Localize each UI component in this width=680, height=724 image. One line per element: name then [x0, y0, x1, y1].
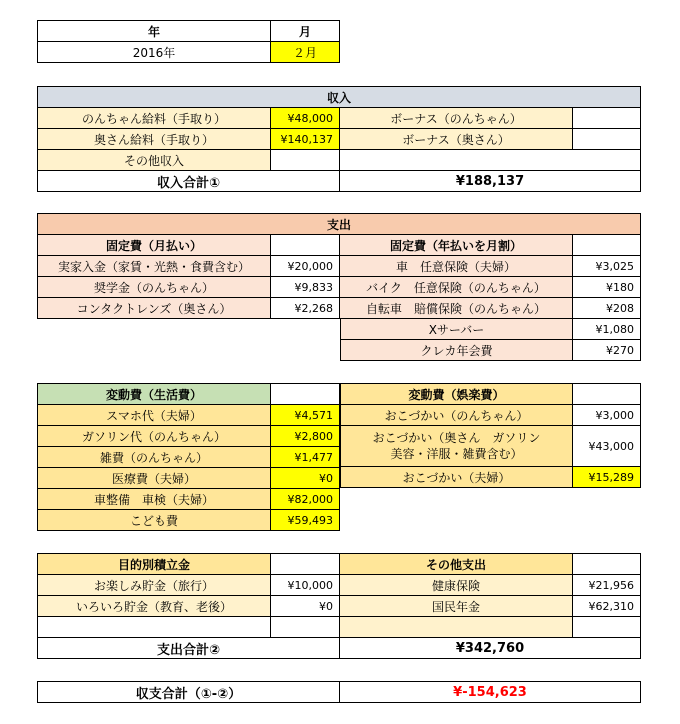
- other-expense-value[interactable]: ¥62,310: [573, 596, 641, 617]
- leisure-value[interactable]: ¥43,000: [573, 426, 641, 467]
- fixed-monthly-header-blank: [271, 235, 340, 256]
- living-value[interactable]: ¥1,477: [271, 447, 340, 468]
- leisure-label-line2: 美容・洋服・雑費含む）: [390, 447, 523, 461]
- fixed-monthly-header: 固定費（月払い）: [38, 235, 271, 256]
- other-expense-header-blank: [573, 554, 641, 575]
- balance-table: [37, 681, 641, 703]
- living-label: 雑費（のんちゃん）: [38, 447, 271, 468]
- year-label: 年: [38, 21, 271, 42]
- savings-header: 目的別積立金: [38, 554, 271, 575]
- fixed-yearly-extra-table: [340, 318, 641, 361]
- balance-label: 収支合計（①-②）: [38, 682, 340, 703]
- living-label: 車整備 車検（夫婦）: [38, 489, 271, 510]
- expense-total-value: ¥342,760: [340, 638, 641, 659]
- other-expense-value[interactable]: ¥21,956: [573, 575, 641, 596]
- leisure-label: おこづかい（のんちゃん）: [341, 405, 573, 426]
- fixed-monthly-value[interactable]: ¥2,268: [271, 298, 340, 319]
- leisure-value[interactable]: ¥15,289: [573, 467, 641, 488]
- fixed-yearly-value[interactable]: ¥1,080: [573, 319, 641, 340]
- income-row-value[interactable]: ¥48,000: [271, 108, 340, 129]
- income-row-value[interactable]: ¥140,137: [271, 129, 340, 150]
- income-total-value: ¥188,137: [340, 171, 641, 192]
- income-row-value2[interactable]: [573, 108, 641, 129]
- expense-title: 支出: [38, 214, 641, 235]
- living-value[interactable]: ¥0: [271, 468, 340, 489]
- fixed-monthly-label: コンタクトレンズ（奥さん）: [38, 298, 271, 319]
- income-row-label2: ボーナス（奥さん）: [340, 129, 573, 150]
- savings-value[interactable]: ¥0: [271, 596, 340, 617]
- income-row-value[interactable]: [271, 150, 340, 171]
- other-expense-empty-value[interactable]: [573, 617, 641, 638]
- income-row-label2: ボーナス（のんちゃん）: [340, 108, 573, 129]
- savings-header-blank: [271, 554, 340, 575]
- fixed-monthly-value[interactable]: ¥20,000: [271, 256, 340, 277]
- fixed-yearly-label: 自転車 賠償保険（のんちゃん）: [340, 298, 573, 319]
- savings-label: お楽しみ貯金（旅行）: [38, 575, 271, 596]
- other-expense-label: 健康保険: [340, 575, 573, 596]
- living-label: ガソリン代（のんちゃん）: [38, 426, 271, 447]
- fixed-yearly-label: 車 任意保険（夫婦）: [340, 256, 573, 277]
- income-table: [37, 86, 641, 192]
- living-header-blank: [271, 384, 340, 405]
- fixed-yearly-header: 固定費（年払いを月割）: [340, 235, 573, 256]
- living-label: スマホ代（夫婦）: [38, 405, 271, 426]
- other-expense-empty-label: [340, 617, 573, 638]
- expense-total-label: 支出合計②: [38, 638, 340, 659]
- income-row-empty: [340, 150, 641, 171]
- income-row-label: その他収入: [38, 150, 271, 171]
- income-row-label: 奥さん給料（手取り）: [38, 129, 271, 150]
- living-value[interactable]: ¥2,800: [271, 426, 340, 447]
- fixed-yearly-label: Xサーバー: [341, 319, 573, 340]
- income-total-label: 収入合計①: [38, 171, 340, 192]
- leisure-label-line1: おこづかい（奥さん ガソリン: [372, 431, 541, 445]
- living-label: 医療費（夫婦）: [38, 468, 271, 489]
- fixed-yearly-value[interactable]: ¥208: [573, 298, 641, 319]
- year-month-table: [37, 20, 340, 63]
- fixed-monthly-value[interactable]: ¥9,833: [271, 277, 340, 298]
- fixed-monthly-label: 実家入金（家賃・光熱・食費含む）: [38, 256, 271, 277]
- fixed-monthly-label: 奨学金（のんちゃん）: [38, 277, 271, 298]
- fixed-yearly-label: クレカ年会費: [341, 340, 573, 361]
- leisure-label: おこづかい（夫婦）: [341, 467, 573, 488]
- living-value[interactable]: ¥4,571: [271, 405, 340, 426]
- living-header: 変動費（生活費）: [38, 384, 271, 405]
- balance-value: ¥-154,623: [340, 682, 641, 703]
- leisure-header-blank: [573, 384, 641, 405]
- savings-label: いろいろ貯金（教育、老後）: [38, 596, 271, 617]
- fixed-yearly-label: バイク 任意保険（のんちゃん）: [340, 277, 573, 298]
- month-value[interactable]: ２月: [271, 42, 340, 63]
- fixed-yearly-value[interactable]: ¥180: [573, 277, 641, 298]
- variable-leisure-table: [340, 383, 641, 488]
- other-expense-label: 国民年金: [340, 596, 573, 617]
- income-row-value2[interactable]: [573, 129, 641, 150]
- savings-empty-value[interactable]: [271, 617, 340, 638]
- fixed-expense-table: [37, 213, 641, 319]
- income-row-label: のんちゃん給料（手取り）: [38, 108, 271, 129]
- fixed-yearly-value[interactable]: ¥3,025: [573, 256, 641, 277]
- savings-table: [37, 553, 641, 659]
- fixed-yearly-header-blank: [573, 235, 641, 256]
- income-title: 収入: [38, 87, 641, 108]
- variable-living-table: [37, 383, 340, 531]
- fixed-yearly-value[interactable]: ¥270: [573, 340, 641, 361]
- leisure-header: 変動費（娯楽費）: [341, 384, 573, 405]
- savings-value[interactable]: ¥10,000: [271, 575, 340, 596]
- leisure-label-multiline: [341, 426, 573, 467]
- month-label: 月: [271, 21, 340, 42]
- living-value[interactable]: ¥82,000: [271, 489, 340, 510]
- leisure-value[interactable]: ¥3,000: [573, 405, 641, 426]
- other-expense-header: その他支出: [340, 554, 573, 575]
- savings-empty-label: [38, 617, 271, 638]
- living-value[interactable]: ¥59,493: [271, 510, 340, 531]
- living-label: こども費: [38, 510, 271, 531]
- year-value[interactable]: 2016年: [38, 42, 271, 63]
